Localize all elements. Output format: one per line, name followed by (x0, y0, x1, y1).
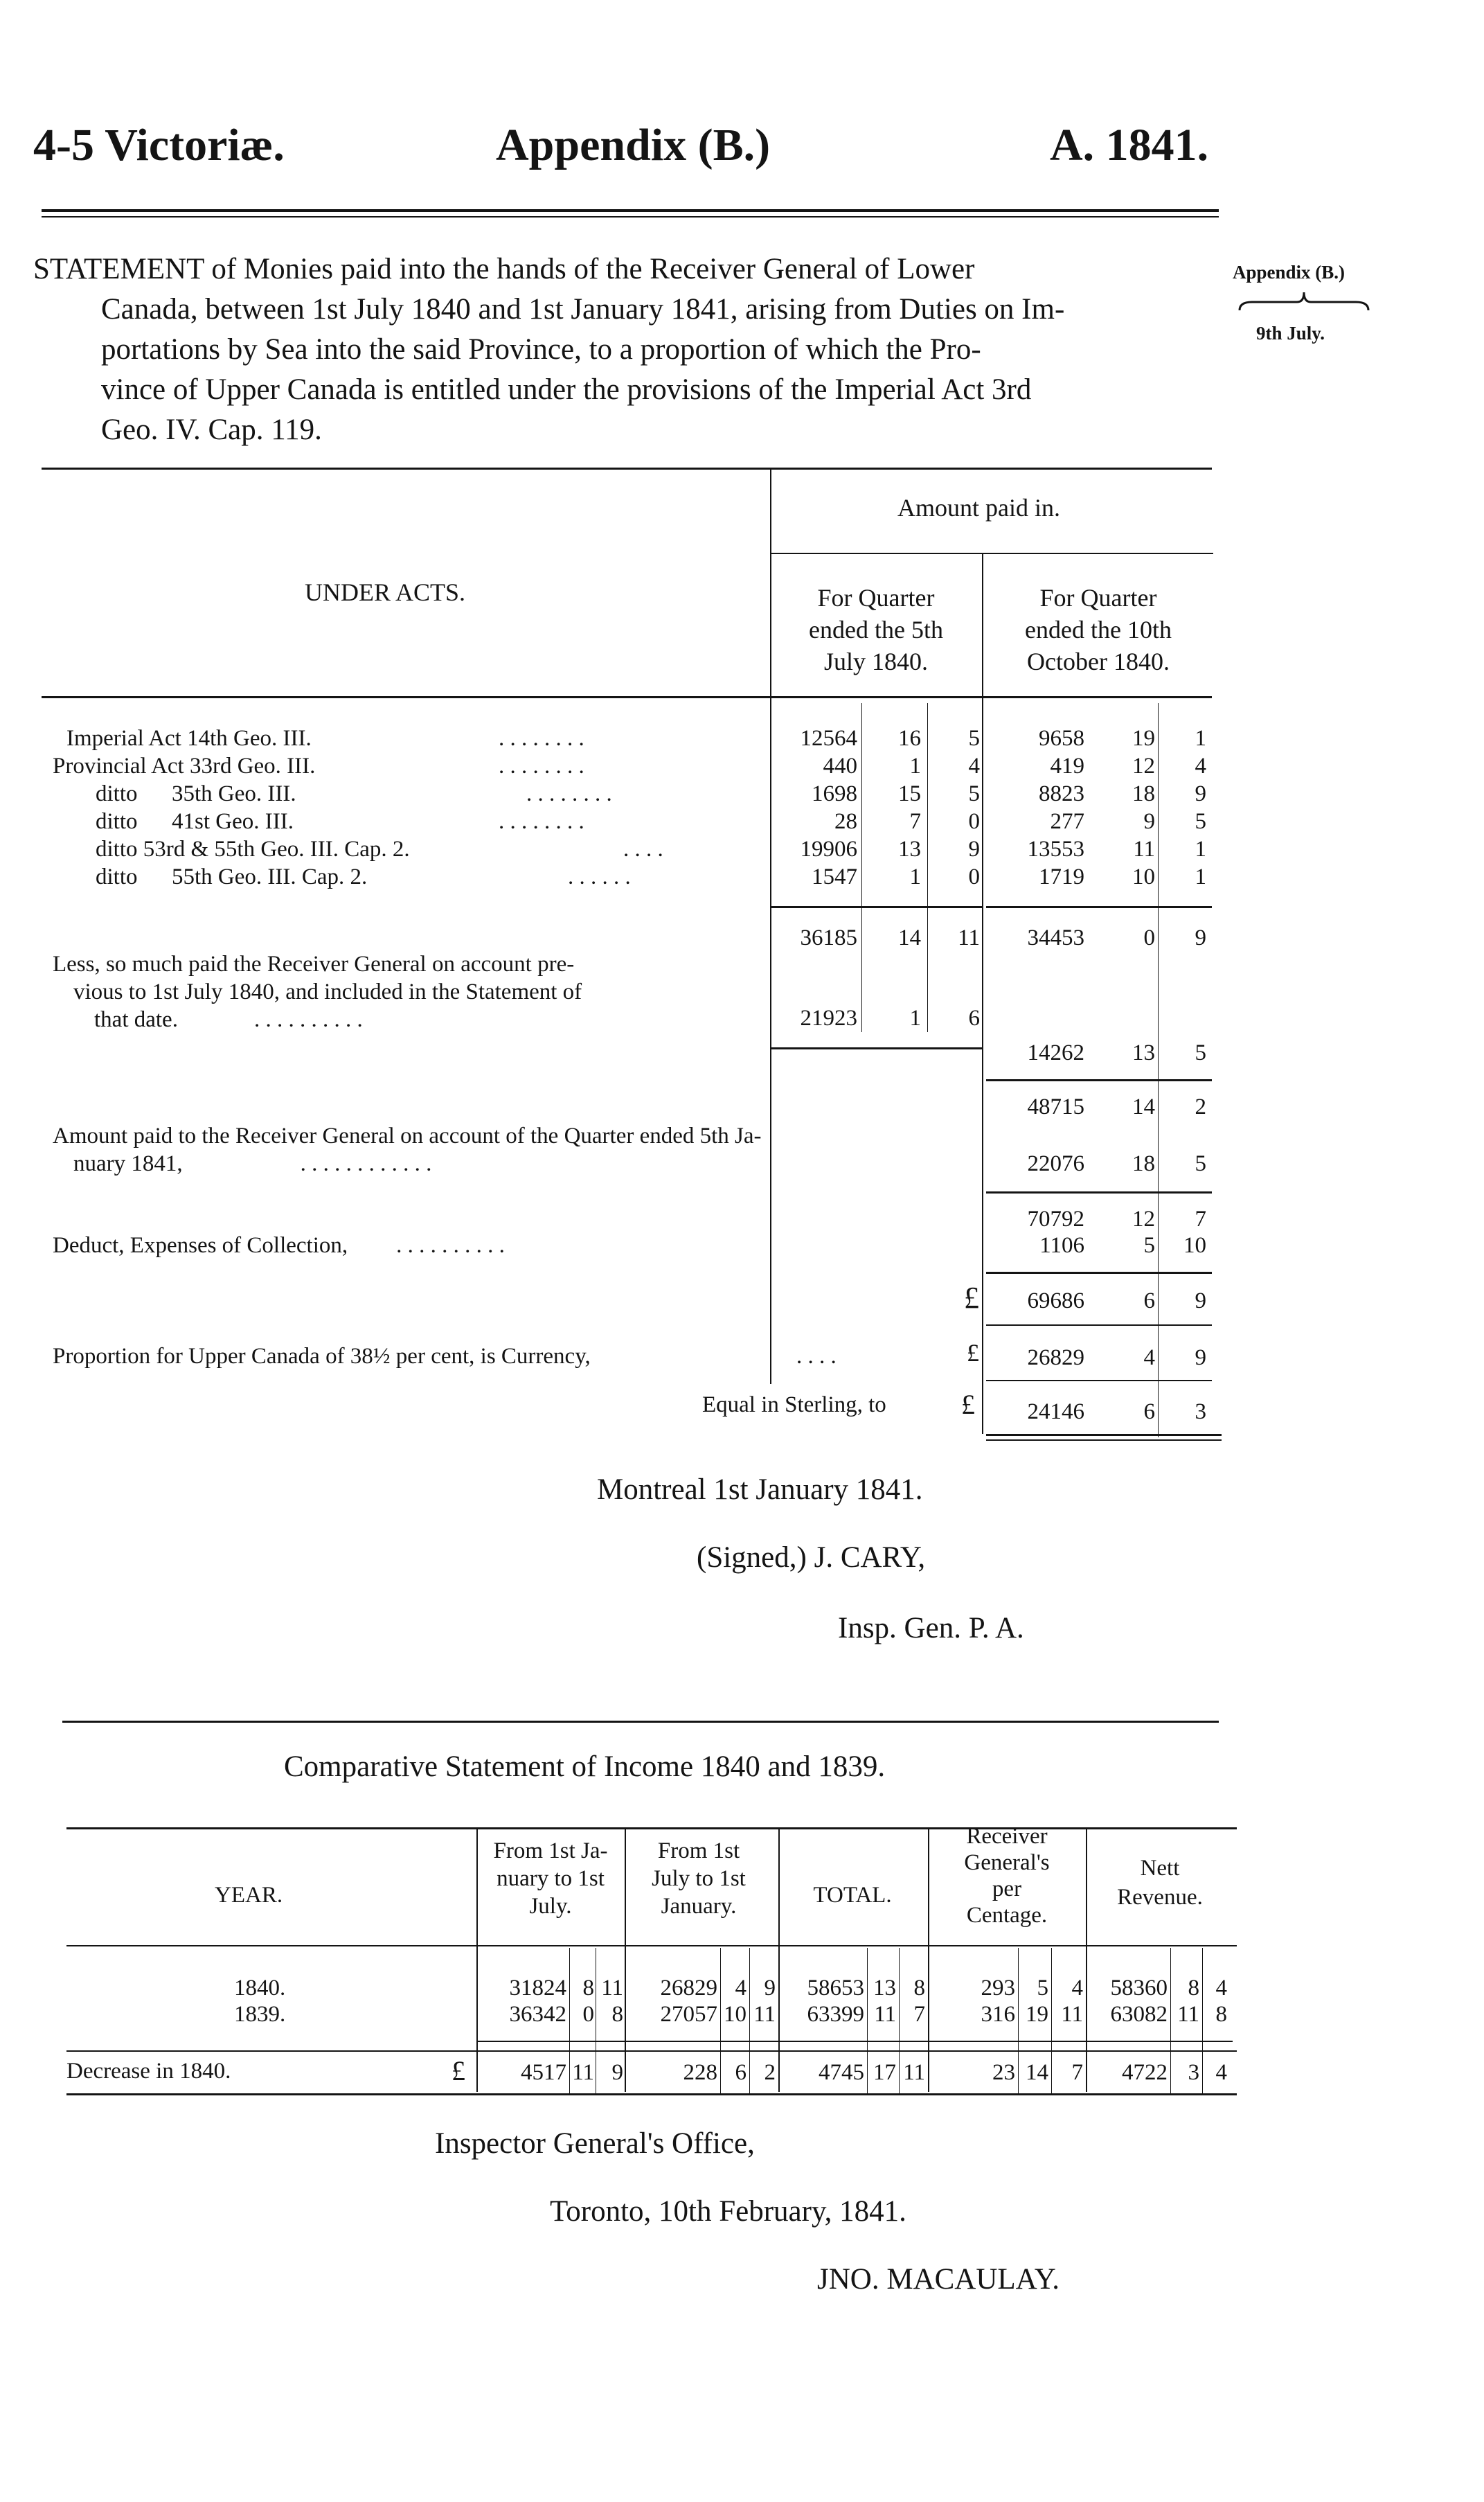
net-pounds: 69686 (1027, 1288, 1084, 1313)
amount-paid-shillings: 18 (1132, 1151, 1155, 1176)
proportion-shillings: 4 (1143, 1345, 1155, 1370)
statement-line1: of Monies paid into the hands of the Receiver General of Lower (204, 253, 975, 285)
pound-sign-icon: £ (961, 1389, 975, 1420)
sterling-pence: 3 (1195, 1399, 1206, 1424)
less-paid-pence: 6 (968, 1006, 980, 1031)
less-paid-pounds: 21923 (800, 1006, 857, 1031)
from-july-header: From 1st July to 1st January. (652, 1838, 746, 1919)
sterling-shillings: 6 (1143, 1399, 1155, 1424)
signature1-signed: (Signed,) J. CARY, (697, 1541, 926, 1574)
deduct-text: Deduct, Expenses of Collection, . . . . . . . . . . (53, 1233, 505, 1258)
margin-note-appendix: Appendix (B.) (1233, 262, 1346, 283)
under-acts-header: UNDER ACTS. (305, 578, 466, 606)
from-jan-header: From 1st Ja- nuary to 1st July. (493, 1838, 608, 1919)
amount-paid-pence: 5 (1195, 1151, 1206, 1176)
sterling-pounds: 24146 (1027, 1399, 1084, 1424)
sum2-pounds: 70792 (1027, 1207, 1084, 1232)
header-left: 4-5 Victoriæ. (33, 120, 285, 170)
net-pence: 9 (1195, 1288, 1206, 1313)
statement-line5: Geo. IV. Cap. 119. (101, 414, 322, 446)
header-rule-thin (42, 216, 1219, 218)
col-quarter-july-header: For Quarter ended the 5th July 1840. (809, 584, 943, 675)
balance-shillings: 13 (1132, 1040, 1155, 1065)
col-quarter-october-header: For Quarter ended the 10th October 1840. (1025, 584, 1172, 675)
less-paid-shillings: 1 (909, 1006, 921, 1031)
margin-note-date: 9th July. (1256, 323, 1325, 344)
sum1-shillings: 14 (1132, 1094, 1155, 1119)
deduct-pence: 10 (1183, 1233, 1206, 1258)
sum2-shillings: 12 (1132, 1207, 1155, 1232)
proportion-pounds: 26829 (1027, 1345, 1084, 1370)
nett-header: Nett Revenue. (1117, 1856, 1203, 1910)
signature1-place-date: Montreal 1st January 1841. (597, 1473, 923, 1506)
statement-line2: Canada, between 1st July 1840 and 1st January 1841, arising from Duties on Im- (101, 293, 1065, 326)
amount-paid-pounds: 22076 (1027, 1151, 1084, 1176)
header-rule (42, 209, 1219, 212)
signature1-title: Insp. Gen. P. A. (838, 1612, 1024, 1644)
comparative-title: Comparative Statement of Income 1840 and 1839. (284, 1750, 886, 1783)
proportion-text: Proportion for Upper Canada of 38½ per cent, is Currency, (53, 1344, 591, 1369)
statement-paragraph (33, 249, 1210, 450)
deduct-pounds: 1106 (1039, 1233, 1084, 1258)
amount-paid-text: Amount paid to the Receiver General on account of the Quarter ended 5th Ja- nuary 1841, . . . . . . . . . . . . (53, 1124, 762, 1176)
proportion-pence: 9 (1195, 1345, 1206, 1370)
margin-brace-icon (1238, 290, 1370, 317)
pound-sign-icon: £ (967, 1339, 979, 1367)
deduct-shillings: 5 (1143, 1233, 1155, 1258)
balance-pounds: 14262 (1027, 1040, 1084, 1065)
statement-title: STATEMENT (33, 253, 204, 285)
sum2-pence: 7 (1195, 1207, 1206, 1232)
statement-line4: vince of Upper Canada is entitled under the provisions of the Imperial Act 3rd (101, 373, 1032, 406)
less-paid-text: Less, so much paid the Receiver General on account pre- vious to 1st July 1840, and included in the Statement of that date. . . . . . . . . . . (53, 952, 582, 1032)
proportion-dots: . . . . (796, 1344, 837, 1369)
net-shillings: 6 (1143, 1288, 1155, 1313)
statement-line3: portations by Sea into the said Province, to a proportion of which the Pro- (101, 333, 981, 366)
balance-pence: 5 (1195, 1040, 1206, 1065)
total-header: TOTAL. (813, 1883, 892, 1908)
year-header: YEAR. (215, 1883, 283, 1908)
signature2-name: JNO. MACAULAY. (817, 2263, 1060, 2296)
signature2-place-date: Toronto, 10th February, 1841. (550, 2195, 906, 2228)
amount-paid-header: Amount paid in. (897, 494, 1060, 522)
header-right: A. 1841. (1050, 120, 1209, 170)
receiver-header: Receiver General's per Centage. (964, 1824, 1050, 1928)
sterling-text: Equal in Sterling, to (702, 1392, 886, 1417)
pound-sign-icon: £ (964, 1281, 979, 1315)
signature2-office: Inspector General's Office, (435, 2127, 755, 2160)
sum1-pounds: 48715 (1027, 1094, 1084, 1119)
sum1-pence: 2 (1195, 1094, 1206, 1119)
header-center: Appendix (B.) (496, 120, 771, 170)
pound-sign-icon: £ (452, 2055, 465, 2086)
